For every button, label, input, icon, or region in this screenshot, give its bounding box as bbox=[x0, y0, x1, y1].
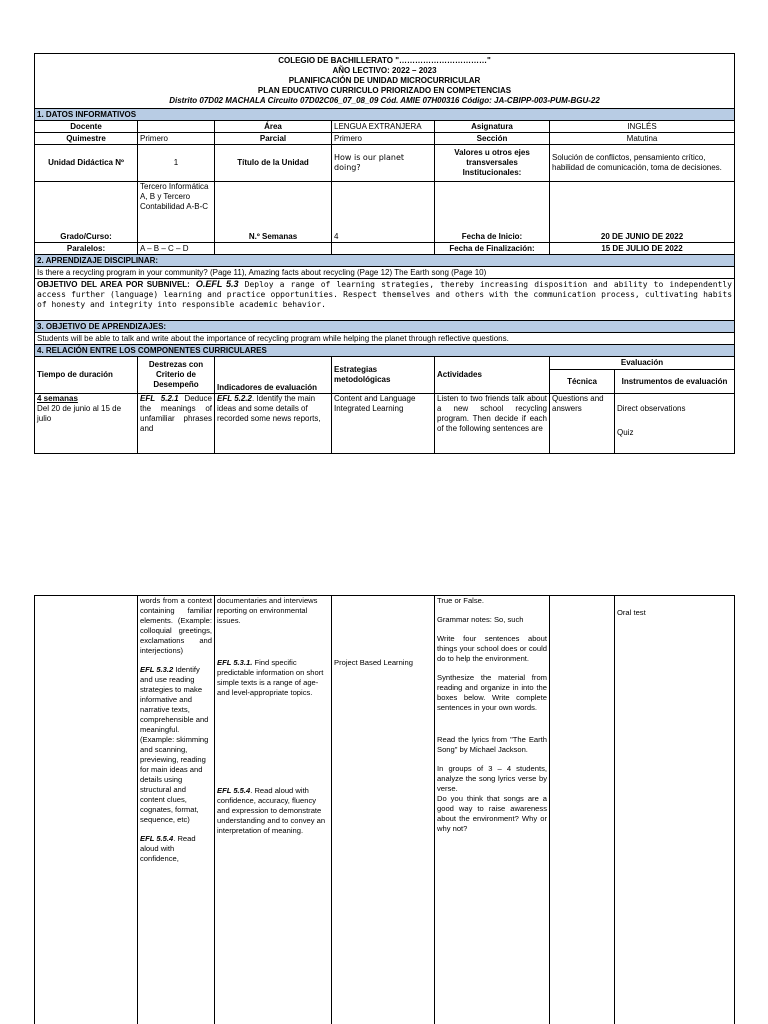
p2-indicador-2-code: EFL 5.3.1. bbox=[217, 658, 253, 667]
p2-actividad-2: Grammar notes: So, such bbox=[437, 615, 524, 624]
row-actividades: Listen to two friends talk about a new school recycling program. Then decide if each of the following sentences are bbox=[435, 394, 550, 454]
asignatura-value: INGLÉS bbox=[550, 121, 735, 133]
objective-label: OBJETIVO DEL AREA POR SUBNIVEL: bbox=[37, 280, 190, 289]
planning-table-page-2 bbox=[34, 595, 735, 1024]
valores-value: Solución de conflictos, pensamiento crítico, habilidad de comunicación, toma de decisiones. bbox=[550, 145, 735, 182]
school-year: AÑO LECTIVO: 2022 – 2023 bbox=[332, 66, 437, 75]
p2-destreza-1: words from a context containing familiar elements. (Example: colloquial greetings, exclamations and interjections) bbox=[140, 596, 212, 655]
col-actividades: Actividades bbox=[435, 357, 550, 394]
section-3-title: 3. OBJETIVO DE APRENDIZAJES: bbox=[35, 321, 735, 333]
p2-tecnica bbox=[550, 596, 615, 1024]
section-1-title: 1. DATOS INFORMATIVOS bbox=[35, 109, 735, 121]
grado-label: Grado/Curso: bbox=[35, 182, 138, 243]
destreza-text: Deduce the meanings of unfamiliar phrases and bbox=[140, 394, 212, 433]
empty-cell bbox=[215, 243, 332, 255]
section-3-text: Students will be able to talk and write about the importance of recycling program while helping the planet through reflective questions. bbox=[35, 333, 735, 345]
p2-actividad-5: Read the lyrics from "The Earth Song" by Michael Jackson. bbox=[437, 735, 547, 754]
p2-actividad-4: Synthesize the material from reading and organize in into the boxes below. Write complete sentences in your own words. bbox=[437, 673, 547, 712]
section-2-title: 2. APRENDIZAJE DISCIPLINAR: bbox=[35, 255, 735, 267]
instrumento-observations: Direct observations bbox=[617, 404, 686, 413]
p2-destreza-2-code: EFL 5.3.2 bbox=[140, 665, 174, 674]
plan-subtitle: PLAN EDUCATIVO CURRICULO PRIORIZADO EN COMPETENCIAS bbox=[257, 86, 512, 95]
tiempo-title: 4 semanas bbox=[37, 394, 78, 403]
objective-code: O.EFL 5.3 bbox=[195, 279, 239, 289]
p2-actividad-3: Write four sentences about things your school does or could do to help the environment. bbox=[437, 634, 547, 663]
parcial-value: Primero bbox=[332, 133, 435, 145]
paralelos-value: A – B – C – D bbox=[138, 243, 215, 255]
quimestre-value: Primero bbox=[138, 133, 215, 145]
section-2-text: Is there a recycling program in your community? (Page 11), Amazing facts about recycling (Page 12) The Earth song (Page 10) bbox=[35, 267, 735, 279]
area-objective bbox=[35, 279, 735, 321]
p2-destreza-3-text: . Read aloud with confidence, bbox=[140, 834, 196, 863]
p2-destrezas bbox=[138, 596, 215, 1024]
objective-text: Deploy a range of learning strategies, thereby increasing disposition and ability to independently access further (language) learning and practice opportunities. Respect themselves and others with the communication process, cultivating habits of honesty and integrity into responsible academic behavior. bbox=[37, 280, 733, 309]
row-destrezas bbox=[138, 394, 215, 454]
fecha-fin-label: Fecha de Finalización: bbox=[435, 243, 550, 255]
p2-estrategia: Project Based Learning bbox=[334, 658, 413, 667]
col-tecnica: Técnica bbox=[550, 370, 615, 394]
asignatura-label: Asignatura bbox=[435, 121, 550, 133]
quimestre-label: Quimestre bbox=[35, 133, 138, 145]
col-estrategias: Estrategias metodológicas bbox=[332, 357, 435, 394]
p2-destreza-2 bbox=[140, 665, 212, 825]
col-destrezas: Destrezas con Criterio de Desempeño bbox=[138, 357, 215, 394]
row-instrumentos bbox=[615, 394, 735, 454]
empty-cell bbox=[332, 243, 435, 255]
docente-value bbox=[138, 121, 215, 133]
docente-label: Docente bbox=[35, 121, 138, 133]
p2-actividades bbox=[435, 596, 550, 1024]
p2-actividad-7: Do you think that songs are a good way to raise awareness about the environment? Why or why not? bbox=[437, 794, 547, 833]
titulo-value: How is our planet doing? bbox=[332, 145, 435, 182]
area-label: Área bbox=[215, 121, 332, 133]
titulo-label: Título de la Unidad bbox=[215, 145, 332, 182]
paralelos-label: Paralelos: bbox=[35, 243, 138, 255]
seccion-value: Matutina bbox=[550, 133, 735, 145]
unidad-label: Unidad Didáctica Nº bbox=[35, 145, 138, 182]
p2-estrategias bbox=[332, 596, 435, 1024]
row-tecnica: Questions and answers bbox=[550, 394, 615, 454]
semanas-label: N.º Semanas bbox=[215, 182, 332, 243]
school-name: COLEGIO DE BACHILLERATO "……………………………" bbox=[278, 56, 491, 65]
p2-destreza-3-code: EFL 5.5.4 bbox=[140, 834, 174, 843]
p2-indicador-1: documentaries and interviews reporting on environmental issues. bbox=[217, 596, 318, 625]
document-page-1 bbox=[0, 0, 768, 495]
instrumento-quiz: Quiz bbox=[617, 428, 634, 437]
fecha-inicio-label: Fecha de Inicio: bbox=[435, 182, 550, 243]
p2-indicador-2 bbox=[217, 658, 329, 698]
p2-indicador-2-text: Find specific predictable information on short simple texts is a range of age-and level-appropriate topics. bbox=[217, 658, 324, 697]
grado-value: Tercero Informática A, B y Tercero Contabilidad A-B-C bbox=[138, 182, 215, 243]
page-break bbox=[0, 495, 768, 585]
col-instrumentos: Instrumentos de evaluación bbox=[615, 370, 735, 394]
p2-indicador-3-text: . Read aloud with confidence, accuracy, fluency and expression to demonstrate understanding and to convey an interpretation of meaning. bbox=[217, 786, 326, 835]
fecha-inicio-value: 20 DE JUNIO DE 2022 bbox=[550, 182, 735, 243]
p2-indicadores bbox=[215, 596, 332, 1024]
destreza-code: EFL 5.2.1 bbox=[140, 394, 179, 403]
indicador-text: . Identify the main ideas and some details of recorded some news reports, bbox=[217, 394, 321, 423]
document-header bbox=[35, 54, 735, 109]
area-value: LENGUA EXTRANJERA bbox=[332, 121, 435, 133]
p2-destreza-3 bbox=[140, 834, 212, 864]
section-4-title: 4. RELACIÓN ENTRE LOS COMPONENTES CURRICULARES bbox=[35, 345, 735, 357]
p2-actividad-6: In groups of 3 – 4 students, analyze the song lyrics verse by verse. bbox=[437, 764, 547, 793]
p2-destreza-2-text: Identify and use reading strategies to make informative and narrative texts, comprehensible and meaningful. (Example: skimming and scanning, previewing, reading for main ideas and details using structural and content clues, cognates, format, sequence, etc) bbox=[140, 665, 209, 824]
planning-table-page-1 bbox=[34, 53, 735, 454]
tiempo-text: Del 20 de junio al 15 de julio bbox=[37, 404, 122, 423]
col-tiempo: Tiempo de duración bbox=[35, 357, 138, 394]
plan-title: PLANIFICACIÓN DE UNIDAD MICROCURRICULAR bbox=[288, 76, 481, 85]
col-indicadores: Indicadores de evaluación bbox=[215, 357, 332, 394]
parcial-label: Parcial bbox=[215, 133, 332, 145]
valores-label: Valores u otros ejes transversales Institucionales: bbox=[435, 145, 550, 182]
row-tiempo bbox=[35, 394, 138, 454]
col-evaluacion: Evaluación bbox=[550, 357, 735, 370]
p2-tiempo bbox=[35, 596, 138, 1024]
district-line: Distrito 07D02 MACHALA Circuito 07D02C06_07_08_09 Cód. AMIE 07H00316 Código: JA-CBIPP-003-PUM-BGU-22 bbox=[169, 96, 600, 105]
p2-indicador-3-code: EFL 5.5.4 bbox=[217, 786, 251, 795]
row-estrategias: Content and Language Integrated Learning bbox=[332, 394, 435, 454]
row-indicadores bbox=[215, 394, 332, 454]
fecha-fin-value: 15 DE JULIO DE 2022 bbox=[550, 243, 735, 255]
p2-instrumento: Oral test bbox=[617, 608, 646, 617]
p2-indicador-3 bbox=[217, 786, 329, 836]
unidad-value: 1 bbox=[138, 145, 215, 182]
p2-actividad-1: True or False. bbox=[437, 596, 484, 605]
seccion-label: Sección bbox=[435, 133, 550, 145]
p2-instrumentos bbox=[615, 596, 735, 1024]
indicador-code: EFL 5.2.2 bbox=[217, 394, 252, 403]
semanas-value: 4 bbox=[332, 182, 435, 243]
